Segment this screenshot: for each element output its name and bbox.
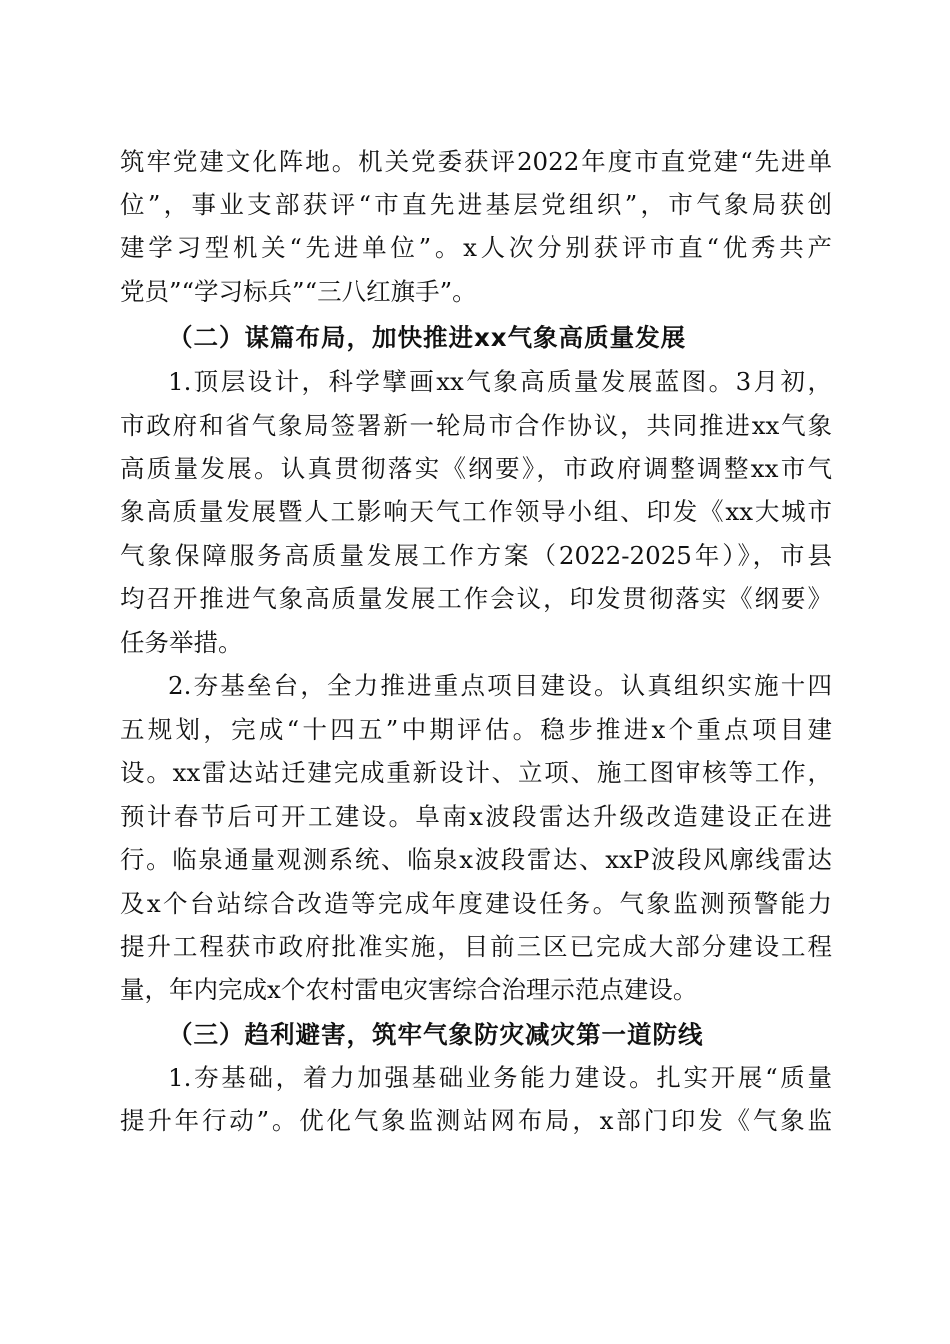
- section-heading-3: （三）趋利避害，筑牢气象防灾减灾第一道防线: [168, 1020, 704, 1049]
- body-line: 均召开推进气象高质量发展工作会议，印发贯彻落实《纲要》: [120, 584, 832, 613]
- body-line: 建学习型机关“先进单位”。x人次分别获评市直“优秀共产: [120, 233, 832, 262]
- body-line: 预计春节后可开工建设。阜南x波段雷达升级改造建设正在进: [120, 802, 832, 831]
- paragraph-first-line: 2.夯基垒台，全力推进重点项目建设。认真组织实施十四: [168, 671, 832, 700]
- body-line: 五规划，完成“十四五”中期评估。稳步推进x个重点项目建: [120, 715, 832, 744]
- body-line: 提升工程获市政府批准实施，目前三区已完成大部分建设工程: [120, 932, 832, 961]
- section-heading-2: （二）谋篇布局，加快推进xx气象高质量发展: [168, 323, 687, 352]
- body-line: 提升年行动”。优化气象监测站网布局，x部门印发《气象监: [120, 1106, 832, 1135]
- body-line: 任务举措。: [120, 628, 243, 657]
- body-line: 设。xx雷达站迁建完成重新设计、立项、施工图审核等工作，: [120, 758, 832, 787]
- body-line: 市政府和省气象局签署新一轮局市合作协议，共同推进xx气象: [120, 411, 832, 440]
- paragraph-first-line: 1.顶层设计，科学擘画xx气象高质量发展蓝图。3月初，: [168, 367, 832, 396]
- body-line: 位”，事业支部获评“市直先进基层党组织”，市气象局获创: [120, 190, 832, 219]
- body-line: 量，年内完成x个农村雷电灾害综合治理示范点建设。: [120, 975, 698, 1004]
- body-line: 行。临泉通量观测系统、临泉x波段雷达、xxP波段风廓线雷达: [120, 845, 832, 874]
- body-line: 筑牢党建文化阵地。机关党委获评2022年度市直党建“先进单: [120, 147, 832, 176]
- body-line: 党员”“学习标兵”“三八红旗手”。: [120, 277, 477, 306]
- body-line: 及x个台站综合改造等完成年度建设任务。气象监测预警能力: [120, 889, 832, 918]
- body-line: 象高质量发展暨人工影响天气工作领导小组、印发《xx大城市: [120, 497, 832, 526]
- paragraph-first-line: 1.夯基础，着力加强基础业务能力建设。扎实开展“质量: [168, 1063, 832, 1092]
- body-line: 高质量发展。认真贯彻落实《纲要》，市政府调整调整xx市气: [120, 454, 832, 483]
- body-line: 气象保障服务高质量发展工作方案（2022-2025年）》，市县: [120, 541, 832, 570]
